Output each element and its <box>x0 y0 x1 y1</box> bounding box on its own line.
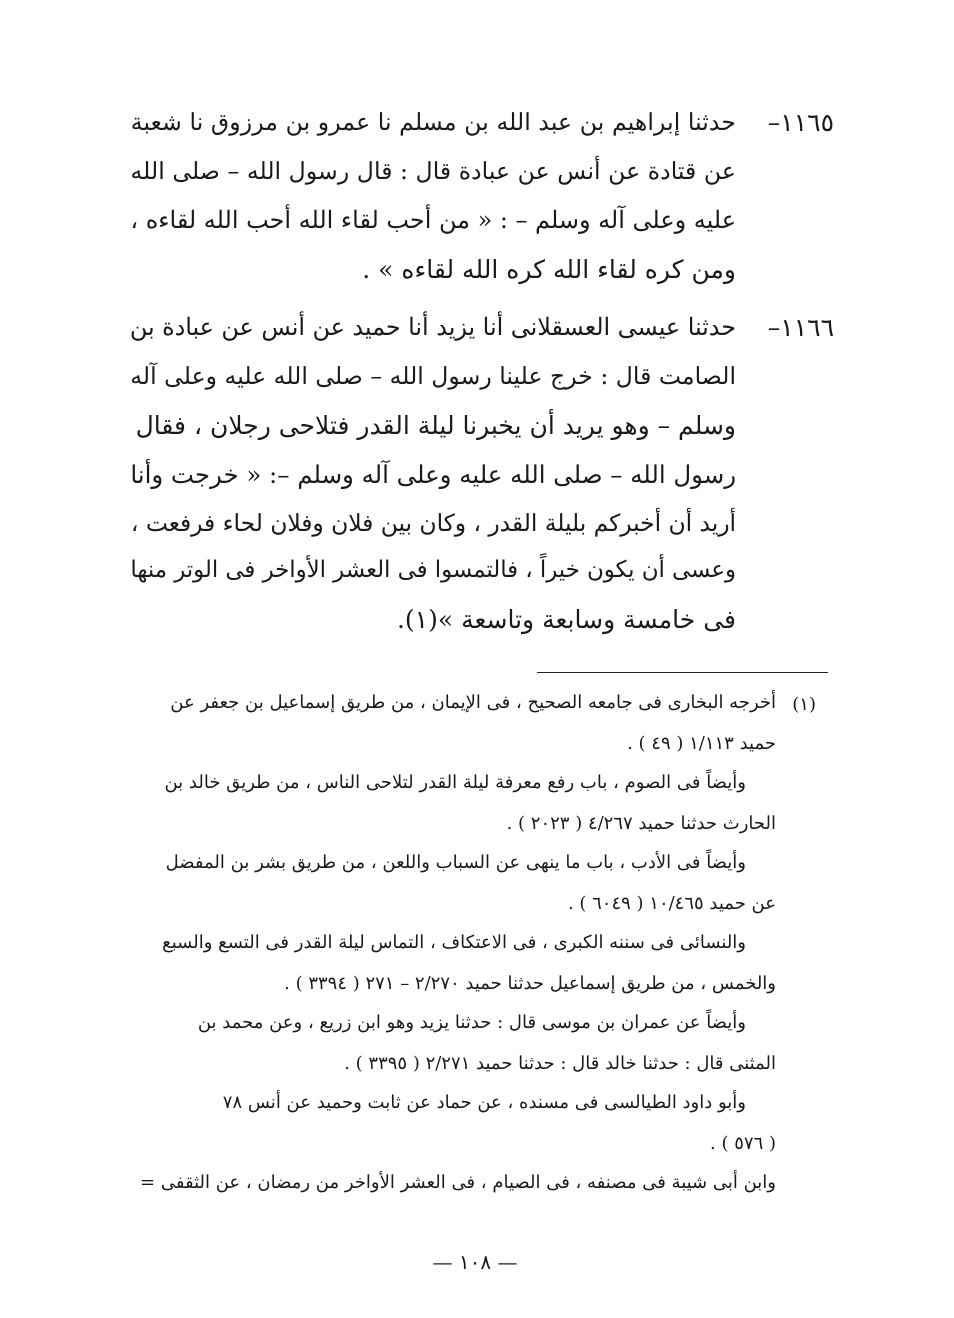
page-number: — ١٠٨ — <box>432 1250 518 1274</box>
footnote-separator <box>537 672 828 673</box>
hadith-number-1165: ١١٦٥– <box>767 108 834 137</box>
footnote-line-9: وأيضاً عن عمران بن موسى قال : حدثنا يزيد وهو ابن زريع ، وعن محمد بن <box>197 1012 746 1033</box>
footnote-line-11: وأبو داود الطيالسى فى مسنده ، عن حماد عن ثابت وحميد عن أنس ٧٨ <box>222 1092 746 1113</box>
hadith-1165-line-4: ومن كره لقاء الله كره الله لقاءه » . <box>362 255 736 284</box>
hadith-1166-line-2: الصامت قال : خرج علينا رسول الله – صلى الله عليه وعلى آله <box>130 362 736 390</box>
footnote-line-13: وابن أبى شيبة فى مصنفه ، فى الصيام ، فى العشر الأواخر من رمضان ، عن الثقفى = <box>140 1172 776 1193</box>
hadith-1165-line-3: عليه وعلى آله وسلم – : « من أحب لقاء الله أحب الله لقاءه ، <box>130 206 736 234</box>
footnote-line-5: وأيضاً فى الأدب ، باب ما ينهى عن السباب واللعن ، من طريق بشر بن المفضل <box>165 852 746 873</box>
hadith-number-1166: ١١٦٦– <box>767 313 834 342</box>
hadith-1165-line-1: حدثنا إبراهيم بن عبد الله بن مسلم نا عمرو بن مرزوق نا شعبة <box>130 108 736 136</box>
footnote-line-8: والخمس ، من طريق إسماعيل حدثنا حميد ٢/٢٧٠ – ٢٧١ ( ٣٣٩٤ ) . <box>284 973 776 994</box>
hadith-1166-line-7: فى خامسة وسابعة وتاسعة »(١). <box>396 605 736 634</box>
footnote-line-10: المثنى قال : حدثنا خالد قال : حدثنا حميد ٢/٢٧١ ( ٣٣٩٥ ) . <box>344 1053 776 1074</box>
footnote-line-6: عن حميد ١٠/٤٦٥ ( ٦٠٤٩ ) . <box>567 893 776 914</box>
footnote-line-3: وأيضاً فى الصوم ، باب رفع معرفة ليلة القدر لتلاحى الناس ، من طريق خالد بن <box>164 772 746 793</box>
footnote-marker: (١) <box>792 694 816 715</box>
hadith-1166-line-6: وعسى أن يكون خيراً ، فالتمسوا فى العشر الأواخر فى الوتر منها <box>130 557 736 583</box>
footnote-line-2: حميد ١/١١٣ ( ٤٩ ) . <box>627 733 776 754</box>
hadith-1166-line-5: أريد أن أخبركم بليلة القدر ، وكان بين فلان وفلان لحاء فرفعت ، <box>130 509 736 537</box>
footnote-line-4: الحارث حدثنا حميد ٤/٢٦٧ ( ٢٠٢٣ ) . <box>506 813 776 834</box>
footnote-line-7: والنسائى فى سننه الكبرى ، فى الاعتكاف ، التماس ليلة القدر فى التسع والسبع <box>162 932 746 953</box>
hadith-1166-line-4: رسول الله – صلى الله عليه وعلى آله وسلم –: « خرجت وأنا <box>130 460 736 489</box>
hadith-1165-line-2: عن قتادة عن أنس عن عبادة قال : قال رسول الله – صلى الله <box>130 157 736 185</box>
footnote-line-12: ( ٥٧٦ ) . <box>710 1133 776 1154</box>
hadith-1166-line-3: وسلم – وهو يريد أن يخبرنا ليلة القدر فتلاحى رجلان ، فقال <box>135 411 736 440</box>
footnote-line-1: أخرجه البخارى فى جامعه الصحيح ، فى الإيمان ، من طريق إسماعيل بن جعفر عن <box>170 692 776 713</box>
hadith-1166-line-1: حدثنا عيسى العسقلانى أنا يزيد أنا حميد عن أنس عن عبادة بن <box>129 313 736 341</box>
